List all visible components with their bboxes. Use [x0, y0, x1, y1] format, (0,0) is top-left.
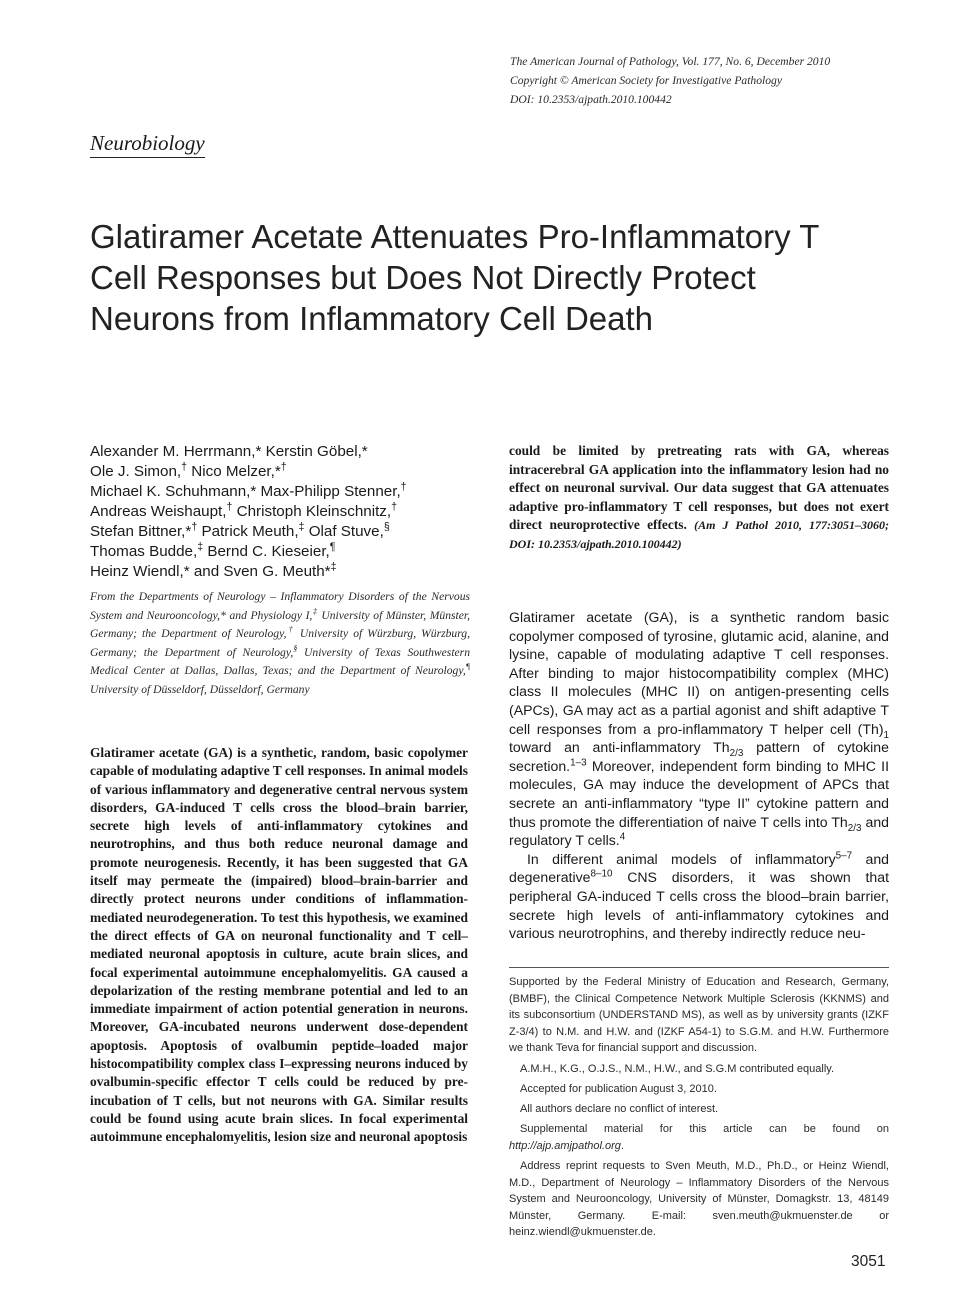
footnotes [509, 974, 889, 1244]
section-label: Neurobiology [90, 130, 205, 158]
footnote-correspondence: Address reprint requests to Sven Meuth, M.D., Ph.D., or Heinz Wiendl, M.D., Department of Neurology – Inflammatory Disorders of the Nervous System and Neurooncology, University of Münster, Domagkstr. 13, 48149 Münster, Germany. E-mail: sven.meuth@ukmuenster.de or heinz.wiendl@ukmuenster.de. [509, 1159, 889, 1239]
author-line: Michael K. Schuhmann,* Max-Philipp Stenner,† [90, 480, 407, 500]
author-line: Andreas Weishaupt,† Christoph Kleinschnitz,† [90, 500, 398, 520]
body-text [509, 608, 889, 943]
author-line: Alexander M. Herrmann,* Kerstin Göbel,* [90, 443, 368, 460]
journal-header [510, 52, 830, 109]
body-paragraph: In different animal models of inflammatory$^{5-7}$ and degenerative$^{8-10}$ CNS disorders, it was shown that peripheral GA-induced T cells cross the blood–brain barrier, secrete high levels of anti-inflammatory cytokines and various neurotrophins, and thereby indirectly reduce neu- [509, 850, 889, 942]
author-line: Thomas Budde,‡ Bernd C. Kieseier,¶ [90, 540, 336, 560]
journal-citation: The American Journal of Pathology, Vol. 177, No. 6, December 2010 [510, 55, 831, 68]
journal-doi: DOI: 10.2353/ajpath.2010.100442 [510, 93, 672, 106]
footnote-supplemental: Supplemental material for this article can be found on http://ajp.amjpathol.org. [509, 1123, 889, 1152]
footnote-funding: Supported by the Federal Ministry of Education and Research, Germany, (BMBF), the Clinical Competence Network Multiple Sclerosis (KKNMS) and its subconsortium (UNDERSTAND MS), as well as by university grants (IZKF Z-3/4) to N.M. and H.W. and (IZKF A54-1) to S.G.M. and H.W. Furthermore we thank Teva for financial support and discussion. [509, 976, 889, 1055]
abstract-left-column: Glatiramer acetate (GA) is a synthetic, random, basic copolymer capable of modulating adaptive T cell responses. In animal models of various inflammatory and degenerative central nervous system disorders, GA-induced T cells cross the blood–brain barrier, secrete high levels of anti-inflammatory cytokines and neurotrophins, and thus both reduce neuronal damage and promote neurogenesis. Recently, it has been suggested that GA itself may permeate the (impaired) blood–brain-barrier and directly protect neurons under conditions of inflammation-mediated neurodegeneration. To test this hypothesis, we examined the direct effects of GA on neuronal functionality and T cell–mediated neuronal apoptosis in culture, acute brain slices, and focal experimental autoimmune encephalomyelitis. GA caused a depolarization of the resting membrane potential and led to an immediate impairment of action potential generation in neurons. Moreover, GA-incubated neurons underwent dose-dependent apoptosis. Apoptosis of ovalbumin peptide–loaded major histocompatibility complex class I–expressing neurons induced by ovalbumin-specific effector T cells could be reduced by pre-incubation of T cells, but not neurons with GA. Similar results could be found using acute brain slices. In focal experimental autoimmune encephalomyelitis, lesion size and neuronal apoptosis [90, 745, 468, 1145]
journal-copyright: Copyright © American Society for Investigative Pathology [510, 74, 782, 87]
article-title: Glatiramer Acetate Attenuates Pro-Inflammatory T Cell Responses but Does Not Directly Protect Neurons from Inflammatory Cell Death [90, 218, 819, 337]
footnote-divider [509, 967, 889, 968]
footnote-contribution: A.M.H., K.G., O.J.S., N.M., H.W., and S.G.M contributed equally. [520, 1062, 835, 1075]
footnote-accepted: Accepted for publication August 3, 2010. [520, 1082, 717, 1095]
author-line: Stefan Bittner,*† Patrick Meuth,‡ Olaf Stuve,§ [90, 520, 390, 540]
abstract-right-column: could be limited by pretreating rats with GA, whereas intracerebral GA application into the inflammatory lesion had no effect on neuronal survival. Our data suggest that GA attenuates adaptive pro-inflammatory T cell responses, but does not exert direct neuroprotective effects. (Am J Pathol 2010, 177:3051–3060; DOI: 10.2353/ajpath.2010.100442) [509, 443, 889, 551]
supplemental-link[interactable]: http://ajp.amjpathol.org [509, 1139, 621, 1152]
page-number: 3051 [851, 1253, 886, 1270]
author-line: Heinz Wiendl,* and Sven G. Meuth*‡ [90, 560, 337, 580]
body-paragraph: Glatiramer acetate (GA), is a synthetic random basic copolymer composed of tyrosine, glutamic acid, alanine, and lysine, capable of modulating adaptive T cell responses. After binding to major histocompatibility complex (MHC) class II molecules (MHC II) on antigen-presenting cells (APCs), GA may act as a partial agonist and shift adaptive T cell responses from a pro-inflammatory T helper cell $(Th)_1$ toward an anti-inflammatory $Th_{2/3}$ pattern of cytokine secretion.$^{1-3}$ Moreover, independent form binding to MHC II molecules, GA may induce the development of APCs that secrete an anti-inflammatory “type II” cytokine pattern and thus promote the differentiation of naive T cells into $Th_{2/3}$ and regulatory T cells.$^4$ [509, 609, 889, 849]
author-list [90, 442, 480, 582]
author-line: Ole J. Simon,† Nico Melzer,*† [90, 460, 287, 480]
footnote-conflict: All authors declare no conflict of interest. [520, 1102, 719, 1115]
abstract-citation: (Am J Pathol 2010, 177:3051–3060; DOI: 10.2353/ajpath.2010.100442) [509, 518, 889, 551]
affiliations: From the Departments of Neurology – Inflammatory Disorders of the Nervous System and Neurooncology,* and Physiology I,‡ University of Münster, Münster, Germany; the Department of Neurology,† University of Würzburg, Würzburg, Germany; the Department of Neurology,§ University of Texas Southwestern Medical Center at Dallas, Dallas, Texas; and the Department of Neurology,¶ University of Düsseldorf, Düsseldorf, Germany [90, 590, 471, 696]
